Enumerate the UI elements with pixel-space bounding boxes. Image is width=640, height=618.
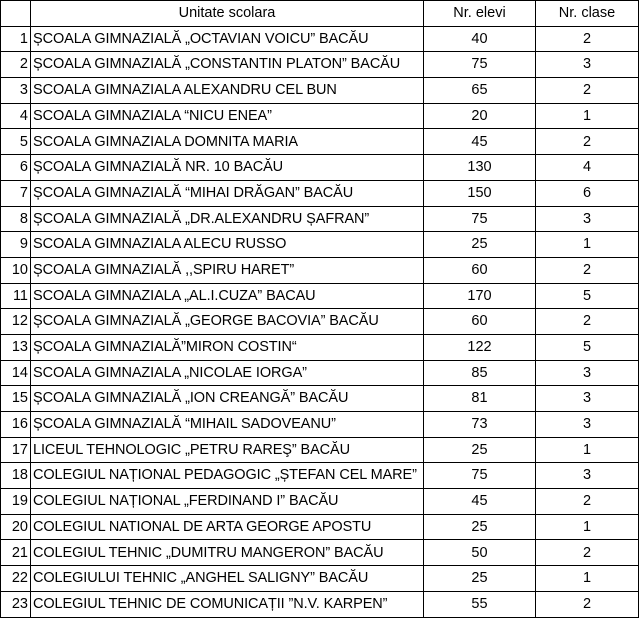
row-unit-name: SCOALA GIMNAZIALA ALECU RUSSO: [31, 232, 424, 258]
row-unit-name: ȘCOALA GIMNAZIALĂ NR. 10 BACĂU: [31, 155, 424, 181]
row-students: 55: [424, 591, 536, 617]
table-row: [1, 334, 639, 360]
row-students: 75: [424, 52, 536, 78]
table-row: [1, 129, 639, 155]
row-classes: 5: [536, 334, 639, 360]
row-unit-name: SCOALA GIMNAZIALA „AL.I.CUZA” BACAU: [31, 283, 424, 309]
row-classes: 2: [536, 540, 639, 566]
row-unit-name: ȘCOALA GIMNAZIALĂ „CONSTANTIN PLATON” BACĂU: [31, 52, 424, 78]
row-classes: 3: [536, 386, 639, 412]
header-row: [1, 1, 639, 27]
row-index: 2: [1, 52, 31, 78]
row-students: 20: [424, 103, 536, 129]
table-row: [1, 52, 639, 78]
table-row: [1, 540, 639, 566]
row-unit-name: COLEGIUL TEHNIC DE COMUNICAȚII ”N.V. KARPEN”: [31, 591, 424, 617]
row-unit-name: SCOALA GIMNAZIALA DOMNITA MARIA: [31, 129, 424, 155]
table-row: [1, 78, 639, 104]
table-row: [1, 566, 639, 592]
row-unit-name: ȘCOALA GIMNAZIALĂ “MIHAIL SADOVEANU”: [31, 412, 424, 438]
row-classes: 3: [536, 52, 639, 78]
row-index: 5: [1, 129, 31, 155]
row-index: 17: [1, 437, 31, 463]
table-body: [1, 26, 639, 617]
row-unit-name: COLEGIUL NAȚIONAL „FERDINAND I” BACĂU: [31, 489, 424, 515]
row-index: 11: [1, 283, 31, 309]
table-row: [1, 514, 639, 540]
row-students: 75: [424, 463, 536, 489]
table-row: [1, 591, 639, 617]
row-students: 25: [424, 437, 536, 463]
table-row: [1, 463, 639, 489]
row-unit-name: SCOALA GIMNAZIALA „NICOLAE IORGA”: [31, 360, 424, 386]
row-index: 22: [1, 566, 31, 592]
row-students: 60: [424, 257, 536, 283]
row-unit-name: ȘCOALA GIMNAZIALĂ “MIHAI DRĂGAN” BACĂU: [31, 180, 424, 206]
row-classes: 4: [536, 155, 639, 181]
header-classes: Nr. clase: [536, 1, 639, 27]
row-unit-name: ȘCOALA GIMNAZIALĂ ,,SPIRU HARET”: [31, 257, 424, 283]
row-students: 45: [424, 489, 536, 515]
row-students: 85: [424, 360, 536, 386]
row-unit-name: COLEGIUL TEHNIC „DUMITRU MANGERON” BACĂU: [31, 540, 424, 566]
row-index: 12: [1, 309, 31, 335]
row-index: 4: [1, 103, 31, 129]
row-index: 10: [1, 257, 31, 283]
row-index: 13: [1, 334, 31, 360]
row-classes: 1: [536, 103, 639, 129]
table-row: [1, 206, 639, 232]
row-students: 40: [424, 26, 536, 52]
table-row: [1, 283, 639, 309]
table-row: [1, 257, 639, 283]
table-row: [1, 437, 639, 463]
row-classes: 2: [536, 489, 639, 515]
row-classes: 3: [536, 206, 639, 232]
header-students: Nr. elevi: [424, 1, 536, 27]
row-students: 73: [424, 412, 536, 438]
row-classes: 2: [536, 78, 639, 104]
row-classes: 5: [536, 283, 639, 309]
row-students: 170: [424, 283, 536, 309]
row-unit-name: COLEGIUL NAȚIONAL PEDAGOGIC „ȘTEFAN CEL MARE”: [31, 463, 424, 489]
table-row: [1, 155, 639, 181]
row-index: 20: [1, 514, 31, 540]
row-index: 15: [1, 386, 31, 412]
row-classes: 6: [536, 180, 639, 206]
table-row: [1, 309, 639, 335]
row-students: 150: [424, 180, 536, 206]
row-students: 65: [424, 78, 536, 104]
row-classes: 3: [536, 412, 639, 438]
row-unit-name: ȘCOALA GIMNAZIALĂ „OCTAVIAN VOICU” BACĂU: [31, 26, 424, 52]
row-students: 50: [424, 540, 536, 566]
row-index: 1: [1, 26, 31, 52]
row-students: 122: [424, 334, 536, 360]
table-row: [1, 180, 639, 206]
row-classes: 1: [536, 514, 639, 540]
table-row: [1, 360, 639, 386]
row-unit-name: SCOALA GIMNAZIALA ALEXANDRU CEL BUN: [31, 78, 424, 104]
table-row: [1, 103, 639, 129]
table-row: [1, 232, 639, 258]
row-students: 25: [424, 566, 536, 592]
row-classes: 2: [536, 591, 639, 617]
row-unit-name: ȘCOALA GIMNAZIALĂ”MIRON COSTIN“: [31, 334, 424, 360]
row-index: 18: [1, 463, 31, 489]
row-unit-name: COLEGIUL NATIONAL DE ARTA GEORGE APOSTU: [31, 514, 424, 540]
row-students: 81: [424, 386, 536, 412]
row-students: 75: [424, 206, 536, 232]
row-classes: 2: [536, 26, 639, 52]
row-unit-name: ȘCOALA GIMNAZIALĂ „ION CREANGĂ” BACĂU: [31, 386, 424, 412]
row-index: 7: [1, 180, 31, 206]
row-index: 14: [1, 360, 31, 386]
row-classes: 1: [536, 437, 639, 463]
row-classes: 1: [536, 566, 639, 592]
row-students: 25: [424, 232, 536, 258]
row-classes: 2: [536, 309, 639, 335]
row-classes: 3: [536, 463, 639, 489]
header-index: [1, 1, 31, 27]
row-index: 16: [1, 412, 31, 438]
row-unit-name: ȘCOALA GIMNAZIALĂ „GEORGE BACOVIA” BACĂU: [31, 309, 424, 335]
row-classes: 2: [536, 129, 639, 155]
header-unit: Unitate scolara: [31, 1, 424, 27]
row-index: 3: [1, 78, 31, 104]
row-classes: 2: [536, 257, 639, 283]
row-classes: 3: [536, 360, 639, 386]
row-index: 23: [1, 591, 31, 617]
row-index: 9: [1, 232, 31, 258]
row-students: 60: [424, 309, 536, 335]
row-students: 130: [424, 155, 536, 181]
row-unit-name: ȘCOALA GIMNAZIALĂ „DR.ALEXANDRU ȘAFRAN”: [31, 206, 424, 232]
row-unit-name: SCOALA GIMNAZIALA “NICU ENEA”: [31, 103, 424, 129]
row-unit-name: COLEGIULUI TEHNIC „ANGHEL SALIGNY” BACĂU: [31, 566, 424, 592]
row-unit-name: LICEUL TEHNOLOGIC „PETRU RAREŞ” BACĂU: [31, 437, 424, 463]
table-row: [1, 489, 639, 515]
row-index: 6: [1, 155, 31, 181]
row-students: 45: [424, 129, 536, 155]
row-index: 19: [1, 489, 31, 515]
row-index: 21: [1, 540, 31, 566]
table-row: [1, 386, 639, 412]
row-classes: 1: [536, 232, 639, 258]
table-row: [1, 412, 639, 438]
row-students: 25: [424, 514, 536, 540]
table-row: [1, 26, 639, 52]
row-index: 8: [1, 206, 31, 232]
